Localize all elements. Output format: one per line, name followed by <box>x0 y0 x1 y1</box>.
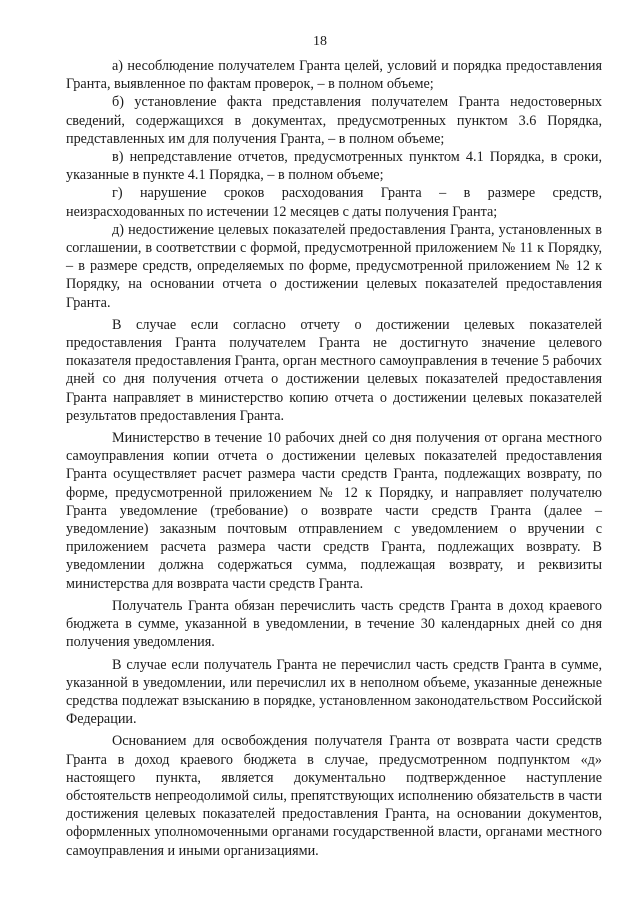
paragraph-force-majeure: Основанием для освобождения получателя Гранта от возврата части средств Гранта в доход краевого бюджета в случае, предусмотренном подпунктом «д» настоящего пункта, является документально подтвержденное наступление обстоятельств непреодолимой силы, препятствующих исполнению обязательств в части достижения целевых показателей предоставления Гранта, на основании документов, оформленных уполномоченными органами государственной власти, органами местного самоуправления и иными организациями. <box>66 733 602 859</box>
paragraph-item-a: а) несоблюдение получателем Гранта целей, условий и порядка предоставления Гранта, выявленное по фактам проверок, – в полном объеме; <box>66 58 602 93</box>
paragraph-ministry-calculation: Министерство в течение 10 рабочих дней со дня получения от органа местного самоуправления копии отчета о достижении целевых показателей предоставления Гранта осуществляет расчет размера части средств Гранта, подлежащих возврату, по форме, предусмотренной приложением № 12 к Порядку, и направляет получателю Гранта уведомление (требование) о возврате части средств Гранта (далее – уведомление) заказным почтовым отправлением с уведомлением о вручении с приложением расчета размера части средств Гранта, подлежащих возврату. В уведомлении должна содержаться сумма, подлежащая возврату, и реквизиты министерства для возврата части средств Гранта. <box>66 430 602 592</box>
document-body <box>66 57 602 860</box>
page-number: 18 <box>313 34 327 49</box>
paragraph-item-v: в) непредставление отчетов, предусмотренных пунктом 4.1 Порядка, в сроки, указанные в пункте 4.1 Порядка, – в полном объеме; <box>66 149 602 184</box>
paragraph-item-g: г) нарушение сроков расходования Гранта – в размере средств, неизрасходованных по истечении 12 месяцев с даты получения Гранта; <box>66 185 602 220</box>
paragraph-recovery: В случае если получатель Гранта не перечислил часть средств Гранта в сумме, указанной в уведомлении, или перечислил их в неполном объеме, указанные денежные средства подлежат взысканию в порядке, установленном законодательством Российской Федерации. <box>66 656 602 728</box>
paragraph-return-obligation: Получатель Гранта обязан перечислить часть средств Гранта в доход краевого бюджета в сумме, указанной в уведомлении, в течение 30 календарных дней со дня получения уведомления. <box>66 597 602 651</box>
paragraph-item-d: д) недостижение целевых показателей предоставления Гранта, установленных в соглашении, в соответствии с формой, предусмотренной приложением № 11 к Порядку, – в размере средств, определяемых по форме, предусмотренной приложением № 12 к Порядку, на основании отчета о достижении целевых показателей предоставления Гранта. <box>66 221 602 311</box>
paragraph-target-not-reached: В случае если согласно отчету о достижении целевых показателей предоставления Гранта получателем Гранта не достигнуто значение целевого показателя предоставления Гранта, орган местного самоуправления в течение 5 рабочих дней со дня получения отчета о достижении целевых показателей предоставления Гранта направляет в министерство копию отчета о достижении целевых показателей результатов предоставления Гранта. <box>66 316 602 424</box>
paragraph-item-b: б) установление факта представления получателем Гранта недостоверных сведений, содержащихся в документах, предусмотренных пунктом 3.6 Порядка, представленных им для получения Гранта, – в полном объеме; <box>66 94 602 147</box>
